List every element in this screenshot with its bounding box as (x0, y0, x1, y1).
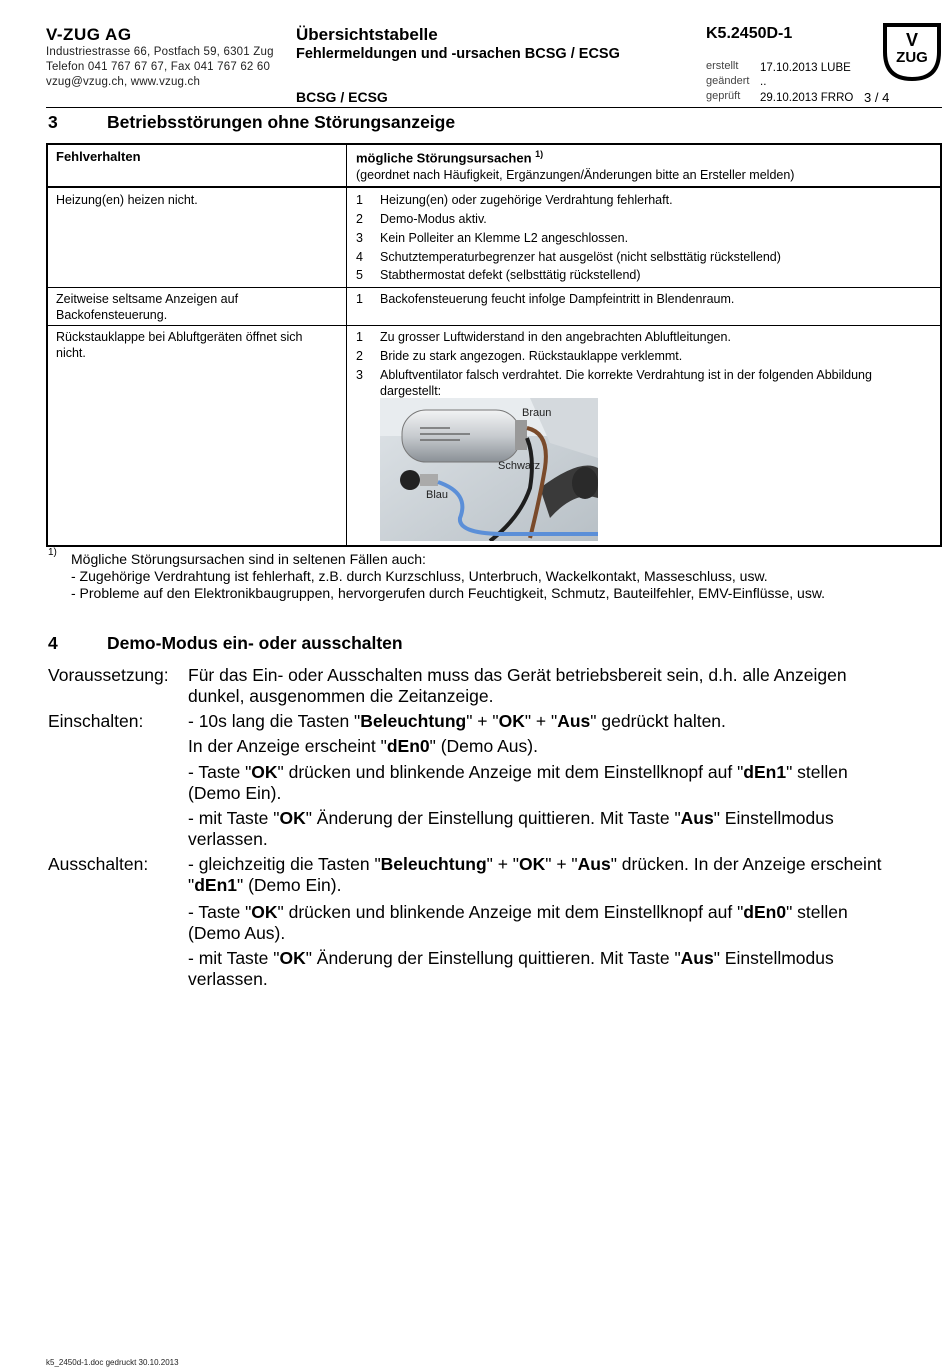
doc-title: Übersichtstabelle (296, 25, 438, 44)
cause-text: dargestellt: (380, 384, 442, 398)
label-braun: Braun (522, 407, 552, 419)
cause-number: 2 (356, 349, 363, 363)
cause-number: 3 (356, 231, 363, 245)
symptom-cell: nicht. (56, 346, 86, 360)
page-number: 3 / 4 (864, 90, 890, 105)
off-step-2: - Taste "OK" drücken und blinkende Anzeige mit dem Einstellknopf auf "dEn0" stellen (Demo Aus). (188, 902, 848, 943)
cause-text: Bride zu stark angezogen. Rückstauklappe verklemmt. (380, 349, 683, 363)
company-phone: Telefon 041 767 67 67, Fax 041 767 62 60 (46, 61, 271, 73)
logo-text-top: V (905, 30, 919, 50)
symptom-cell: Zeitweise seltsame Anzeigen auf (56, 292, 239, 306)
created-label: erstellt (706, 60, 739, 72)
checked-value: 29.10.2013 FRRO (760, 92, 854, 104)
cause-text: Demo-Modus aktiv. (380, 212, 487, 226)
off-step-3: - mit Taste "OK" Änderung der Einstellung quittieren. Mit Taste "Aus" Einstellmodus verlassen. (188, 948, 834, 989)
prereq-label: Voraussetzung: (48, 665, 169, 685)
header-rule (46, 107, 942, 108)
vzug-logo (882, 22, 942, 82)
cause-text: Stabthermostat defekt (selbsttätig rückstellend) (380, 268, 641, 282)
checked-label: geprüft (706, 90, 741, 102)
section3-number: 3 (48, 112, 58, 132)
on-step-2: In der Anzeige erscheint "dEn0" (Demo Aus). (188, 736, 538, 756)
cause-number: 2 (356, 212, 363, 226)
symptom-cell: Heizung(en) heizen nicht. (56, 193, 198, 207)
cause-text: Kein Polleiter an Klemme L2 angeschlossen. (380, 231, 629, 245)
cause-number: 3 (356, 368, 363, 382)
created-value: 17.10.2013 LUBE (760, 62, 851, 74)
table-row-divider (46, 325, 940, 326)
cause-number: 1 (356, 330, 363, 344)
col-header-symptom: Fehlverhalten (56, 149, 141, 164)
logo-text-bottom: ZUG (896, 49, 928, 66)
company-name: V-ZUG AG (46, 25, 132, 44)
on-label: Einschalten: (48, 711, 144, 731)
footnote-line: - Zugehörige Verdrahtung ist fehlerhaft, z.B. durch Kurzschluss, Unterbruch, Wackelkontakt, Masseschluss, usw. (71, 568, 768, 584)
section4-number: 4 (48, 633, 58, 653)
col-header-causes: mögliche Störungsursachen $^{1)}$ (356, 149, 544, 166)
cause-text: Abluftventilator falsch verdrahtet. Die korrekte Verdrahtung ist in der folgenden Abbildung (380, 368, 872, 382)
footnote-line: Mögliche Störungsursachen sind in seltenen Fällen auch: (71, 551, 426, 567)
cause-text: Schutztemperaturbegrenzer hat ausgelöst (nicht selbsttätig rückstellend) (380, 250, 781, 264)
section4-title: Demo-Modus ein- oder ausschalten (107, 633, 403, 653)
company-address: Industriestrasse 66, Postfach 59, 6301 Zug (46, 46, 274, 58)
doc-subtitle: Fehlermeldungen und -ursachen BCSG / ECSG (296, 46, 620, 62)
symptom-cell: Rückstauklappe bei Abluftgeräten öffnet sich (56, 330, 303, 344)
company-web: vzug@vzug.ch, www.vzug.ch (46, 76, 201, 88)
print-footer: k5_2450d-1.doc gedruckt 30.10.2013 (46, 1358, 179, 1367)
table-row-divider (46, 287, 940, 288)
off-step-1: - gleichzeitig die Tasten "Beleuchtung" + "OK" + "Aus" drücken. In der Anzeige erscheint "dEn1" (Demo Ein). (188, 854, 882, 895)
cause-number: 1 (356, 292, 363, 306)
cause-number: 4 (356, 250, 363, 264)
symptom-cell: Backofensteuerung. (56, 308, 168, 322)
changed-label: geändert (706, 75, 750, 87)
footnote-marker: 1) (48, 547, 57, 558)
on-step-4: - mit Taste "OK" Änderung der Einstellung quittieren. Mit Taste "Aus" Einstellmodus verlassen. (188, 808, 834, 849)
cause-text: Heizung(en) oder zugehörige Verdrahtung fehlerhaft. (380, 193, 673, 207)
doc-product: BCSG / ECSG (296, 89, 388, 105)
footnote-line: - Probleme auf den Elektronikbaugruppen, hervorgerufen durch Feuchtigkeit, Schmutz, Bauteilfehler, EMV-Einflüsse, usw. (71, 585, 826, 601)
label-blau: Blau (426, 489, 449, 501)
doc-code: K5.2450D-1 (706, 25, 793, 42)
wiring-photo (380, 398, 598, 541)
table-col-divider (346, 143, 347, 545)
label-schwarz: Schwarz (498, 460, 541, 472)
on-step-3: - Taste "OK" drücken und blinkende Anzeige mit dem Einstellknopf auf "dEn1" stellen (Demo Ein). (188, 762, 848, 803)
changed-value: .. (760, 76, 767, 88)
cause-number: 5 (356, 268, 363, 282)
off-label: Ausschalten: (48, 854, 149, 874)
section3-title: Betriebsstörungen ohne Störungsanzeige (107, 112, 456, 132)
cause-number: 1 (356, 193, 363, 207)
col-header-note: (geordnet nach Häufigkeit, Ergänzungen/Änderungen bitte an Ersteller melden) (356, 168, 795, 182)
cause-text: Zu grosser Luftwiderstand in den angebrachten Abluftleitungen. (380, 330, 731, 344)
prereq-text: Für das Ein- oder Ausschalten muss das Gerät betriebsbereit sein, d.h. alle Anzeigen dunkel, ausgenommen die Zeitanzeige. (188, 665, 847, 706)
cause-text: Backofensteuerung feucht infolge Dampfeintritt in Blendenraum. (380, 292, 735, 306)
table-header-divider (46, 186, 940, 188)
on-step-1: - 10s lang die Tasten "Beleuchtung" + "OK" + "Aus" gedrückt halten. (188, 711, 726, 731)
